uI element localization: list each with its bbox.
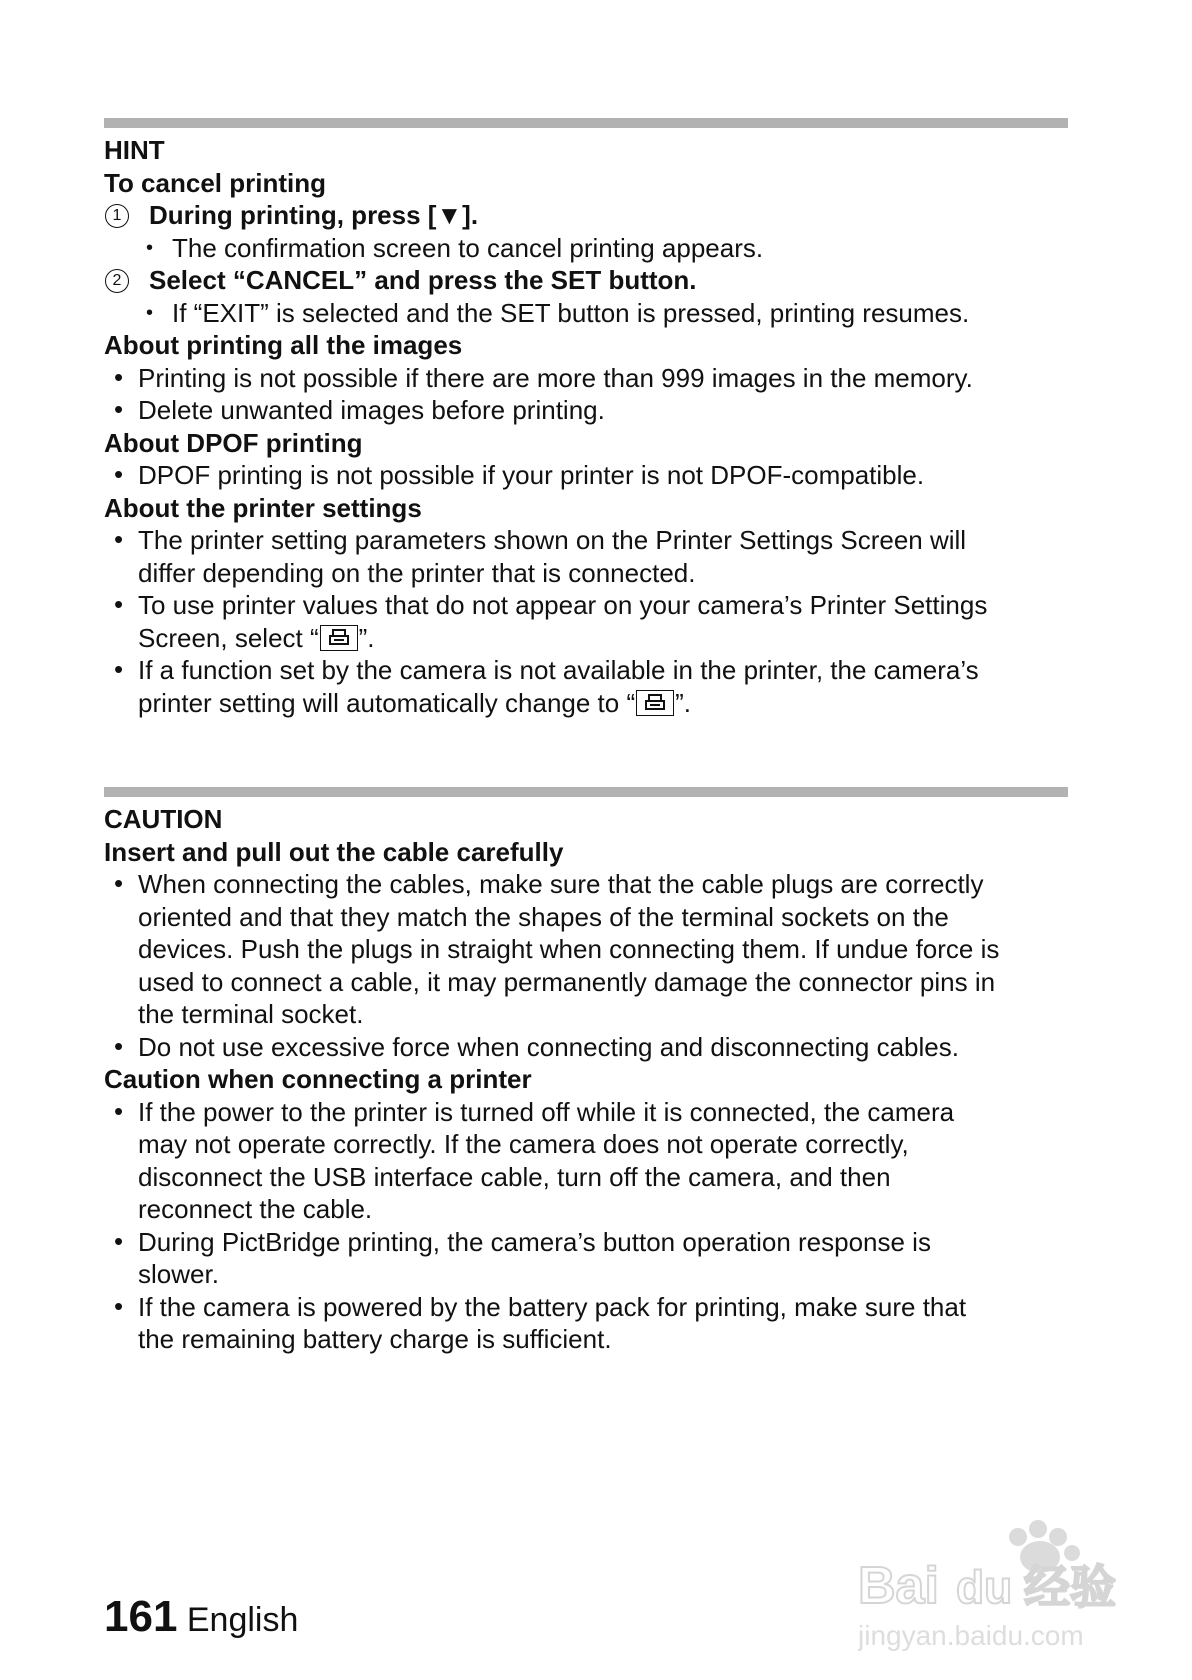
step-2-note: [104, 297, 1068, 330]
step-2-note-text: If “EXIT” is selected and the SET button is pressed, printing resumes.: [172, 297, 970, 328]
bullet-icon: •: [114, 1095, 124, 1126]
list-item-continuation: devices. Push the plugs in straight when connecting them. If undue force is: [138, 934, 1000, 964]
list-item-text: Screen, select “: [138, 622, 319, 653]
list-item-text: DPOF printing is not possible if your printer is not DPOF-compatible.: [138, 460, 925, 490]
bullet-icon: •: [114, 524, 124, 554]
printer-default-icon: [320, 625, 358, 651]
list-item-continuation: [104, 687, 1068, 720]
list-item-text: If the power to the printer is turned off while it is connected, the camera: [138, 1096, 955, 1127]
list-item-continuation: differ depending on the printer that is connected.: [138, 557, 696, 588]
list-item: [104, 362, 1068, 395]
printer-caution-title: Caution when connecting a printer: [104, 1064, 532, 1094]
page-number: 161: [104, 1592, 178, 1641]
svg-text:经验: 经验: [1024, 1560, 1116, 1614]
list-item-continuation: the terminal socket.: [138, 999, 364, 1029]
small-bullet-icon: •: [146, 301, 154, 324]
bullet-icon: •: [114, 394, 124, 424]
step-1-note: [104, 232, 1068, 265]
list-item: [104, 1291, 1068, 1324]
bullet-icon: •: [114, 1290, 124, 1321]
list-item-text: When connecting the cables, make sure that the cable plugs are correctly: [138, 869, 984, 899]
list-item-text: Do not use excessive force when connecting and disconnecting cables.: [138, 1031, 959, 1062]
svg-text:jingyan.baidu.com: jingyan.baidu.com: [858, 1620, 1084, 1651]
printer-default-icon: [636, 690, 674, 716]
list-item-text: Printing is not possible if there are more than 999 images in the memory.: [138, 362, 973, 393]
list-item-continuation: reconnect the cable.: [138, 1194, 373, 1224]
step-2-number: 2: [105, 269, 129, 293]
list-item: [104, 1226, 1068, 1259]
list-item-continuation: disconnect the USB interface cable, turn off the camera, and then: [138, 1161, 891, 1192]
list-item: [104, 1031, 1068, 1064]
caution-divider: [104, 787, 1068, 797]
hint-divider: [104, 118, 1068, 128]
printer-settings-title: About the printer settings: [104, 492, 422, 523]
bullet-icon: •: [114, 361, 124, 392]
step-1-note-text: The confirmation screen to cancel printing appears.: [172, 232, 764, 263]
list-item-continuation: oriented and that they match the shapes of the terminal sockets on the: [138, 901, 949, 932]
list-item-text: The printer setting parameters shown on the Printer Settings Screen will: [138, 525, 967, 555]
caution-section: [104, 787, 1068, 1356]
bullet-icon: •: [114, 868, 124, 898]
cancel-printing-title: To cancel printing: [104, 167, 326, 198]
page-language: English: [186, 1601, 299, 1639]
list-item-text: During PictBridge printing, the camera’s button operation response is: [138, 1226, 931, 1257]
step-1-number: 1: [105, 204, 129, 228]
page-footer: [104, 1592, 298, 1642]
small-bullet-icon: •: [146, 236, 154, 259]
list-item-continuation: slower.: [138, 1259, 219, 1289]
bullet-icon: •: [114, 654, 124, 684]
list-item-continuation: [104, 622, 1068, 655]
bullet-icon: •: [114, 1225, 124, 1256]
list-item-continuation: used to connect a cable, it may permanently damage the connector pins in: [138, 966, 996, 997]
step-2-text: Select “CANCEL” and press the SET button.: [149, 265, 697, 295]
step-1: [104, 199, 1068, 232]
list-item-text: To use printer values that do not appear on your camera’s Printer Settings: [138, 590, 988, 620]
bullet-icon: •: [114, 459, 124, 489]
list-item-text: If the camera is powered by the battery pack for printing, make sure that: [138, 1291, 967, 1322]
list-item: [104, 394, 1068, 427]
step-2: [104, 264, 1068, 297]
list-item: [104, 868, 1068, 901]
list-item: [104, 1096, 1068, 1129]
list-item-continuation: the remaining battery charge is sufficient.: [138, 1324, 612, 1354]
list-item-text: If a function set by the camera is not available in the printer, the camera’s: [138, 655, 979, 685]
dpof-title: About DPOF printing: [104, 427, 363, 458]
baidu-watermark-logo: [858, 1515, 1148, 1655]
bullet-icon: •: [114, 589, 124, 619]
caution-heading: CAUTION: [104, 804, 223, 834]
list-item-text: ”.: [675, 687, 692, 718]
list-item-continuation: may not operate correctly. If the camera does not operate correctly,: [138, 1129, 909, 1159]
list-item: [104, 459, 1068, 492]
all-images-title: About printing all the images: [104, 330, 463, 360]
list-item: [104, 524, 1068, 557]
svg-text:du: du: [956, 1561, 1013, 1613]
hint-heading: HINT: [104, 135, 165, 165]
list-item: [104, 654, 1068, 687]
cable-title: Insert and pull out the cable carefully: [104, 836, 564, 867]
list-item: [104, 589, 1068, 622]
step-1-text: During printing, press [▼].: [149, 200, 479, 230]
list-item-text: printer setting will automatically change to “: [138, 687, 636, 718]
bullet-icon: •: [114, 1030, 124, 1061]
list-item-text: Delete unwanted images before printing.: [138, 395, 605, 425]
hint-section: [104, 118, 1068, 719]
list-item-text: ”.: [358, 622, 375, 653]
svg-text:Bai: Bai: [858, 1557, 939, 1615]
